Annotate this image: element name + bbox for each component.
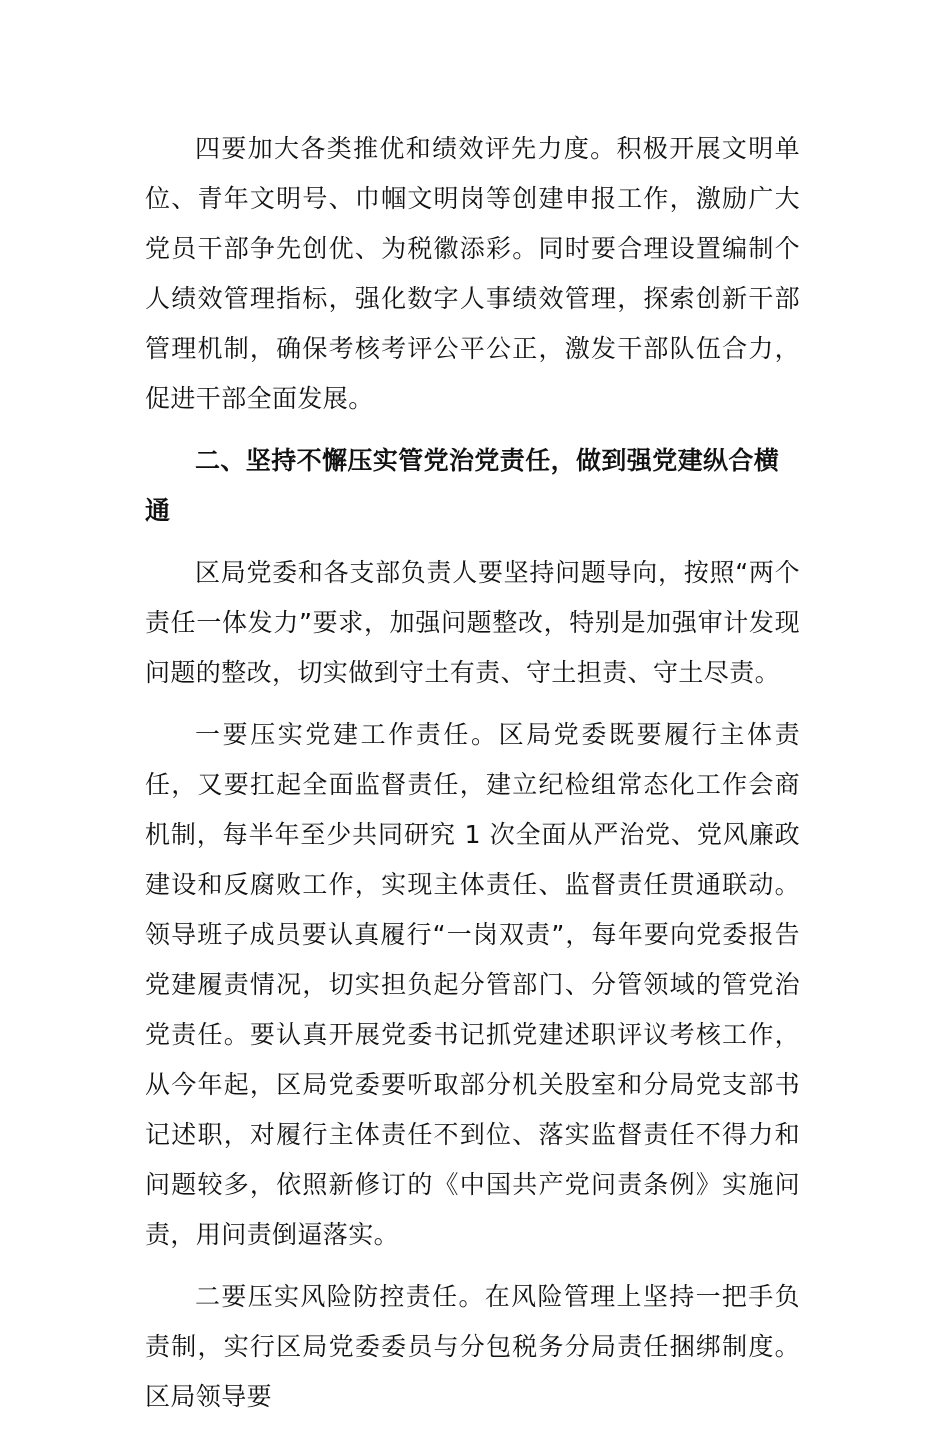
paragraph-performance-evaluation: 四要加大各类推优和绩效评先力度。积极开展文明单位、青年文明号、巾帼文明岗等创建申报工作，激励广大党员干部争先创优、为税徽添彩。同时要合理设置编制个人绩效管理指标，强化数字人事绩效管理，探索创新干部管理机制，确保考核考评公平公正，激发干部队伍合力，促进干部全面发展。 <box>145 134 800 413</box>
document-body <box>145 124 800 1434</box>
paragraph-party-building-responsibility: 一要压实党建工作责任。区局党委既要履行主体责任，又要扛起全面监督责任，建立纪检组常态化工作会商机制，每半年至少共同研究 1 次全面从严治党、党风廉政建设和反腐败工作，实现主体责任、监督责任贯通联动。领导班子成员要认真履行“一岗双责”，每年要向党委报告党建履责情况，切实担负起分管部门、分管领域的管党治党责任。要认真开展党委书记抓党建述职评议考核工作，从今年起，区局党委要听取部分机关股室和分局党支部书记述职，对履行主体责任不到位、落实监督责任不得力和问题较多，依照新修订的《中国共产党问责条例》实施问责，用问责倒逼落实。 <box>145 720 800 1249</box>
paragraph-risk-control-responsibility: 二要压实风险防控责任。在风险管理上坚持一把手负责制，实行区局党委委员与分包税务分局责任捆绑制度。区局领导要 <box>145 1282 800 1411</box>
paragraph-problem-orientation: 区局党委和各支部负责人要坚持问题导向，按照“两个责任一体发力”要求，加强问题整改，特别是加强审计发现问题的整改，切实做到守土有责、守土担责、守土尽责。 <box>145 558 800 687</box>
section-heading-party-responsibility: 二、坚持不懈压实管党治党责任，做到强党建纵合横通 <box>145 446 780 525</box>
